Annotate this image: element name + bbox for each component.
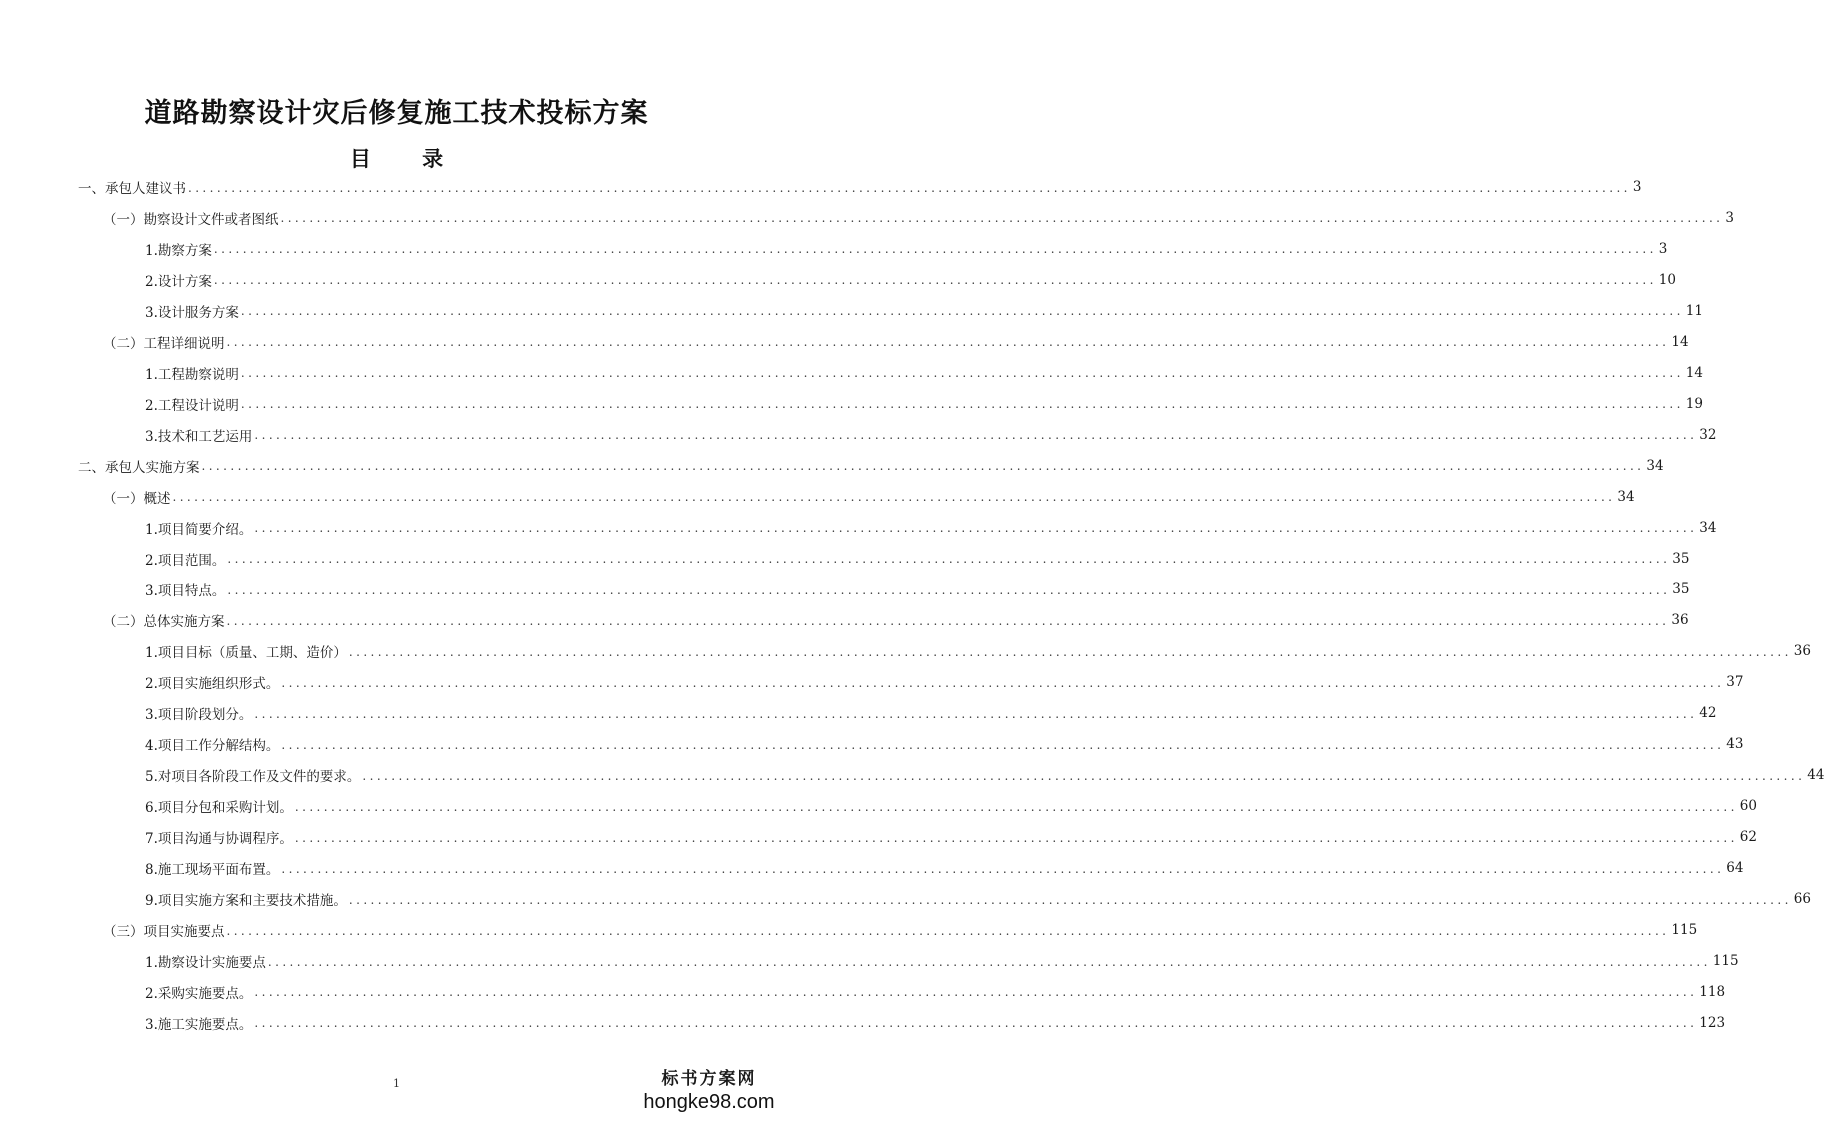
toc-entry[interactable] — [145, 795, 1757, 817]
toc-entry[interactable] — [145, 671, 1744, 693]
toc-entry-page: 123 — [1699, 1014, 1726, 1031]
toc-entry-title: （一）勘察设计文件或者图纸 — [103, 211, 279, 228]
toc-entry-title: 2.设计方案 — [145, 273, 212, 290]
toc-dot-leader: ........................................................................................................................................................................................................ — [348, 892, 1792, 907]
toc-dot-leader: ........................................................................................................................................................................................................ — [254, 985, 1698, 1000]
toc-entry[interactable] — [145, 393, 1703, 415]
toc-entry-page: 115 — [1712, 953, 1739, 969]
toc-entry-page: 118 — [1699, 983, 1726, 1000]
toc-dot-leader: ........................................................................................................................................................................................................ — [254, 521, 1698, 536]
toc-entry-page: 35 — [1672, 581, 1690, 598]
toc-entry-page: 34 — [1699, 519, 1717, 536]
toc-entry[interactable] — [145, 950, 1739, 972]
toc-entry-page: 19 — [1685, 395, 1703, 412]
toc-entry-title: 1.项目目标（质量、工期、造价） — [145, 645, 347, 662]
toc-dot-leader: ........................................................................................................................................................................................................ — [362, 768, 1806, 783]
toc-dot-leader: ........................................................................................................................................................................................................ — [172, 490, 1616, 505]
toc-entry-title: 3.项目特点。 — [145, 583, 226, 600]
toc-dot-leader: ........................................................................................................................................................................................................ — [294, 830, 1738, 845]
toc-entry[interactable] — [145, 702, 1717, 724]
toc-entry-page: 36 — [1793, 643, 1811, 660]
toc-entry-title: （一）概述 — [103, 490, 171, 507]
toc-entry[interactable] — [78, 455, 1664, 477]
toc-entry-page: 32 — [1699, 426, 1717, 443]
toc-entry-title: 1.工程勘察说明 — [145, 366, 239, 383]
toc-dot-leader: ........................................................................................................................................................................................................ — [188, 180, 1631, 195]
toc-entry-page: 43 — [1726, 736, 1744, 753]
toc-entry[interactable] — [145, 981, 1726, 1003]
toc-dot-leader: ........................................................................................................................................................................................................ — [213, 242, 1657, 257]
toc-entry[interactable] — [103, 486, 1635, 508]
toc-entry-page: 3 — [1658, 240, 1668, 257]
toc-dot-leader: ........................................................................................................................................................................................................ — [281, 737, 1725, 752]
toc-entry[interactable] — [145, 578, 1690, 600]
toc-dot-leader: ........................................................................................................................................................................................................ — [254, 706, 1698, 721]
toc-dot-leader: ........................................................................................................................................................................................................ — [294, 799, 1738, 814]
toc-entry-page: 64 — [1726, 860, 1744, 877]
toc-entry[interactable] — [145, 764, 1824, 786]
toc-entry[interactable] — [145, 733, 1744, 755]
toc-entry-page: 66 — [1793, 891, 1811, 908]
toc-dot-leader: ........................................................................................................................................................................................................ — [280, 211, 1724, 226]
toc-entry-page: 36 — [1671, 612, 1689, 629]
toc-entry-page: 44 — [1807, 767, 1824, 784]
toc-entry[interactable] — [145, 362, 1703, 384]
toc-entry[interactable] — [103, 331, 1689, 353]
toc-entry-title: 2.项目实施组织形式。 — [145, 676, 280, 693]
toc-entry-title: 1.项目简要介绍。 — [145, 521, 253, 538]
toc-dot-leader: ........................................................................................................................................................................................................ — [348, 644, 1792, 659]
watermark-url[interactable]: hongke98.com — [643, 1091, 775, 1113]
toc-entry[interactable] — [103, 919, 1698, 941]
toc-dot-leader: ........................................................................................................................................................................................................ — [281, 675, 1725, 690]
toc-dot-leader: ........................................................................................................................................................................................................ — [240, 366, 1684, 381]
toc-entry-title: 8.施工现场平面布置。 — [145, 862, 280, 879]
toc-entry-title: 二、承包人实施方案 — [78, 459, 200, 476]
toc-entry-page: 62 — [1739, 829, 1757, 846]
toc-entry[interactable] — [145, 517, 1717, 539]
toc-entry[interactable] — [103, 609, 1689, 631]
toc-dot-leader: ........................................................................................................................................................................................................ — [240, 304, 1684, 319]
toc-entry-title: 3.设计服务方案 — [145, 304, 239, 321]
toc-entry-title: 6.项目分包和采购计划。 — [145, 800, 293, 817]
toc-entry-page: 37 — [1726, 674, 1744, 691]
toc-entry[interactable] — [145, 826, 1757, 848]
toc-entry[interactable] — [145, 857, 1744, 879]
toc-entry-page: 14 — [1685, 364, 1703, 381]
toc-entry-title: 1.勘察方案 — [145, 242, 212, 259]
toc-entry-title: 4.项目工作分解结构。 — [145, 738, 280, 755]
toc-dot-leader: ........................................................................................................................................................................................................ — [240, 397, 1684, 412]
toc-dot-leader: ........................................................................................................................................................................................................ — [254, 1016, 1698, 1031]
toc-entry[interactable] — [145, 548, 1690, 570]
toc-entry-title: 7.项目沟通与协调程序。 — [145, 831, 293, 848]
toc-entry-page: 3 — [1725, 209, 1734, 226]
toc-entry[interactable] — [145, 1012, 1726, 1034]
toc-dot-leader: ........................................................................................................................................................................................................ — [267, 954, 1711, 969]
toc-entry-page: 10 — [1658, 271, 1676, 288]
toc-entry[interactable] — [145, 300, 1703, 322]
toc-dot-leader: ........................................................................................................................................................................................................ — [226, 613, 1670, 628]
toc-dot-leader: ........................................................................................................................................................................................................ — [227, 582, 1671, 597]
toc-entry-page: 3 — [1632, 179, 1642, 195]
toc-entry-page: 115 — [1671, 922, 1698, 939]
toc-dot-leader: ........................................................................................................................................................................................................ — [281, 861, 1725, 876]
toc-entry[interactable] — [145, 424, 1717, 446]
toc-entry-page: 14 — [1671, 333, 1689, 350]
document-title: 道路勘察设计灾后修复施工技术投标方案 — [144, 98, 649, 129]
toc-dot-leader: ........................................................................................................................................................................................................ — [213, 273, 1657, 288]
toc-entry[interactable] — [145, 888, 1811, 910]
toc-entry-title: 3.施工实施要点。 — [145, 1016, 253, 1033]
watermark-site-name: 标书方案网 — [661, 1069, 757, 1089]
toc-entry-title: 3.项目阶段划分。 — [145, 707, 253, 724]
toc-entry[interactable] — [145, 640, 1811, 662]
toc-entry-title: 2.项目范围。 — [145, 552, 226, 569]
toc-heading: 目 录 — [349, 147, 466, 171]
toc-entry[interactable] — [145, 269, 1676, 291]
toc-entry-title: 2.采购实施要点。 — [145, 985, 253, 1002]
site-watermark — [639, 1068, 779, 1114]
toc-entry-title: 一、承包人建议书 — [78, 181, 186, 197]
toc-entry[interactable] — [78, 176, 1642, 198]
toc-entry-title: 3.技术和工艺运用 — [145, 428, 253, 445]
toc-entry-page: 60 — [1739, 798, 1757, 815]
toc-dot-leader: ........................................................................................................................................................................................................ — [254, 428, 1698, 443]
toc-entry-title: 1.勘察设计实施要点 — [145, 955, 266, 971]
toc-entry[interactable] — [103, 207, 1734, 229]
toc-entry-title: （三）项目实施要点 — [103, 924, 225, 941]
toc-entry-page: 34 — [1646, 457, 1664, 474]
page-number: 1 — [393, 1077, 400, 1090]
toc-entry-title: （二）工程详细说明 — [103, 335, 225, 352]
toc-entry-page: 42 — [1699, 705, 1717, 722]
toc-entry-page: 35 — [1672, 550, 1690, 567]
toc-dot-leader: ........................................................................................................................................................................................................ — [226, 923, 1670, 938]
toc-entry-title: 5.对项目各阶段工作及文件的要求。 — [145, 769, 361, 786]
toc-entry-title: 9.项目实施方案和主要技术措施。 — [145, 893, 347, 910]
toc-dot-leader: ........................................................................................................................................................................................................ — [226, 335, 1670, 350]
toc-entry-title: （二）总体实施方案 — [103, 614, 225, 631]
toc-entry[interactable] — [145, 238, 1668, 260]
toc-entry-page: 11 — [1685, 302, 1703, 319]
toc-entry-title: 2.工程设计说明 — [145, 397, 239, 414]
toc-dot-leader: ........................................................................................................................................................................................................ — [201, 459, 1645, 474]
toc-dot-leader: ........................................................................................................................................................................................................ — [227, 552, 1671, 567]
toc-entry-page: 34 — [1617, 488, 1635, 505]
